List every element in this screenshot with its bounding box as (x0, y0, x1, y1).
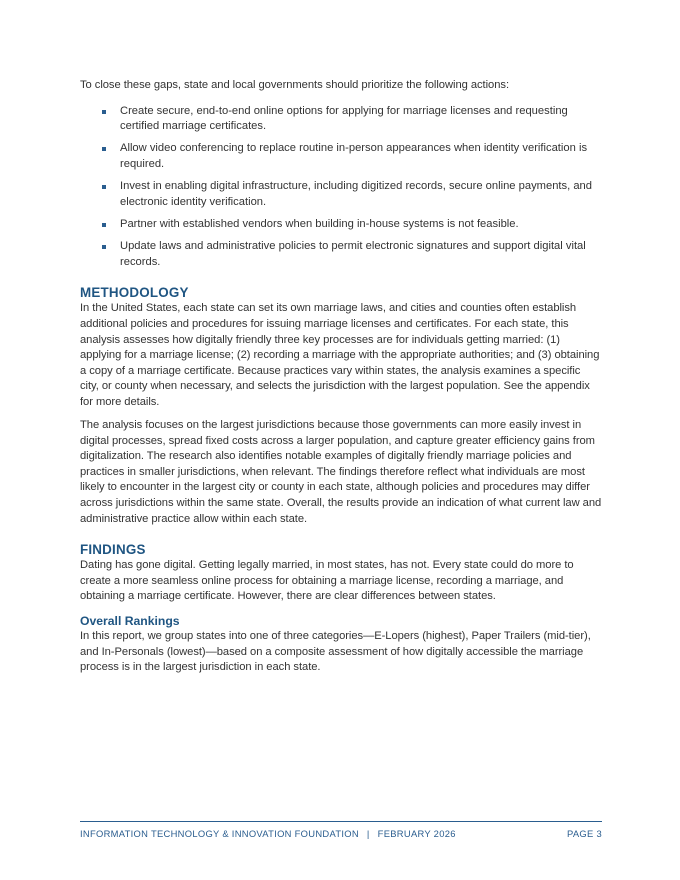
page-number: PAGE 3 (567, 828, 602, 839)
document-page (80, 78, 602, 690)
list-item-text: Create secure, end-to-end online options for applying for marriage licenses and requesting certified marriage certificates. (120, 104, 568, 133)
actions-list (80, 104, 602, 271)
square-bullet-icon (102, 185, 106, 189)
footer-date: FEBRUARY 2026 (377, 828, 456, 839)
square-bullet-icon (102, 245, 106, 249)
footer-left (80, 828, 456, 840)
findings-heading: FINDINGS (80, 542, 146, 558)
list-item-text: Allow video conferencing to replace routine in-person appearances when identity verification is required. (120, 142, 588, 170)
findings-section (80, 541, 602, 676)
overall-rankings-subsection (80, 613, 602, 676)
footer-organization: INFORMATION TECHNOLOGY & INNOVATION FOUNDATION (80, 828, 359, 839)
methodology-paragraph: The analysis focuses on the largest jurisdictions because those governments can more easily invest in digital processes, spread fixed costs across a larger population, and capture greater efficiency gains from digitalization. The research also identifies notable examples of digitally friendly marriage policies and practices in smaller jurisdictions, when relevant. The findings therefore reflect what individuals are most likely to encounter in the largest city or county in each state, although policies and procedures may differ across jurisdictions within the same state. Overall, the results provide an indication of what current law and administrative practice allow within each state. (80, 418, 602, 525)
findings-paragraph: Dating has gone digital. Getting legally married, in most states, has not. Every state could do more to create a more seamless online process for obtaining a marriage license, recording a marriage, and obtaining a marriage certificate. However, there are clear differences between states. (80, 559, 574, 603)
list-item-text: Invest in enabling digital infrastructure, including digitized records, secure online payments, and electronic identity verification. (120, 180, 593, 208)
methodology-section (80, 284, 602, 527)
overall-rankings-heading: Overall Rankings (80, 613, 180, 628)
list-item (80, 179, 602, 210)
methodology-paragraph: In the United States, each state can set its own marriage laws, and cities and counties often establish additional policies and procedures for issuing marriage licenses and certificates. For each state, this analysis assesses how digitally friendly three key processes are for individuals getting married: (1) applying for a marriage license; (2) recording a marriage with the appropriate authorities; and (3) obtaining a copy of a marriage certificate. Because practices vary within states, the analysis examines a specific city, or county when necessary, and selects the jurisdiction with the largest population. See the appendix for more details. (80, 302, 600, 408)
square-bullet-icon (102, 223, 106, 227)
list-item-text: Update laws and administrative policies to permit electronic signatures and support digital vital records. (120, 240, 586, 268)
overall-rankings-paragraph: In this report, we group states into one of three categories—E-Lopers (highest), Paper Trailers (mid-tier), and In-Personals (lowest)—based on a composite assessment of how digitally accessible the marriage process is in the largest jurisdiction in each state. (80, 629, 591, 674)
square-bullet-icon (102, 147, 106, 151)
list-item-text: Partner with established vendors when building in-house systems is not feasible. (120, 217, 519, 230)
methodology-heading: METHODOLOGY (80, 285, 189, 301)
square-bullet-icon (102, 110, 106, 114)
list-item (80, 239, 602, 270)
intro-paragraph: To close these gaps, state and local governments should prioritize the following actions: (80, 79, 509, 91)
list-item (80, 217, 602, 233)
list-item (80, 104, 602, 135)
list-item (80, 141, 602, 172)
footer-separator: | (366, 828, 370, 839)
page-footer (80, 821, 602, 840)
